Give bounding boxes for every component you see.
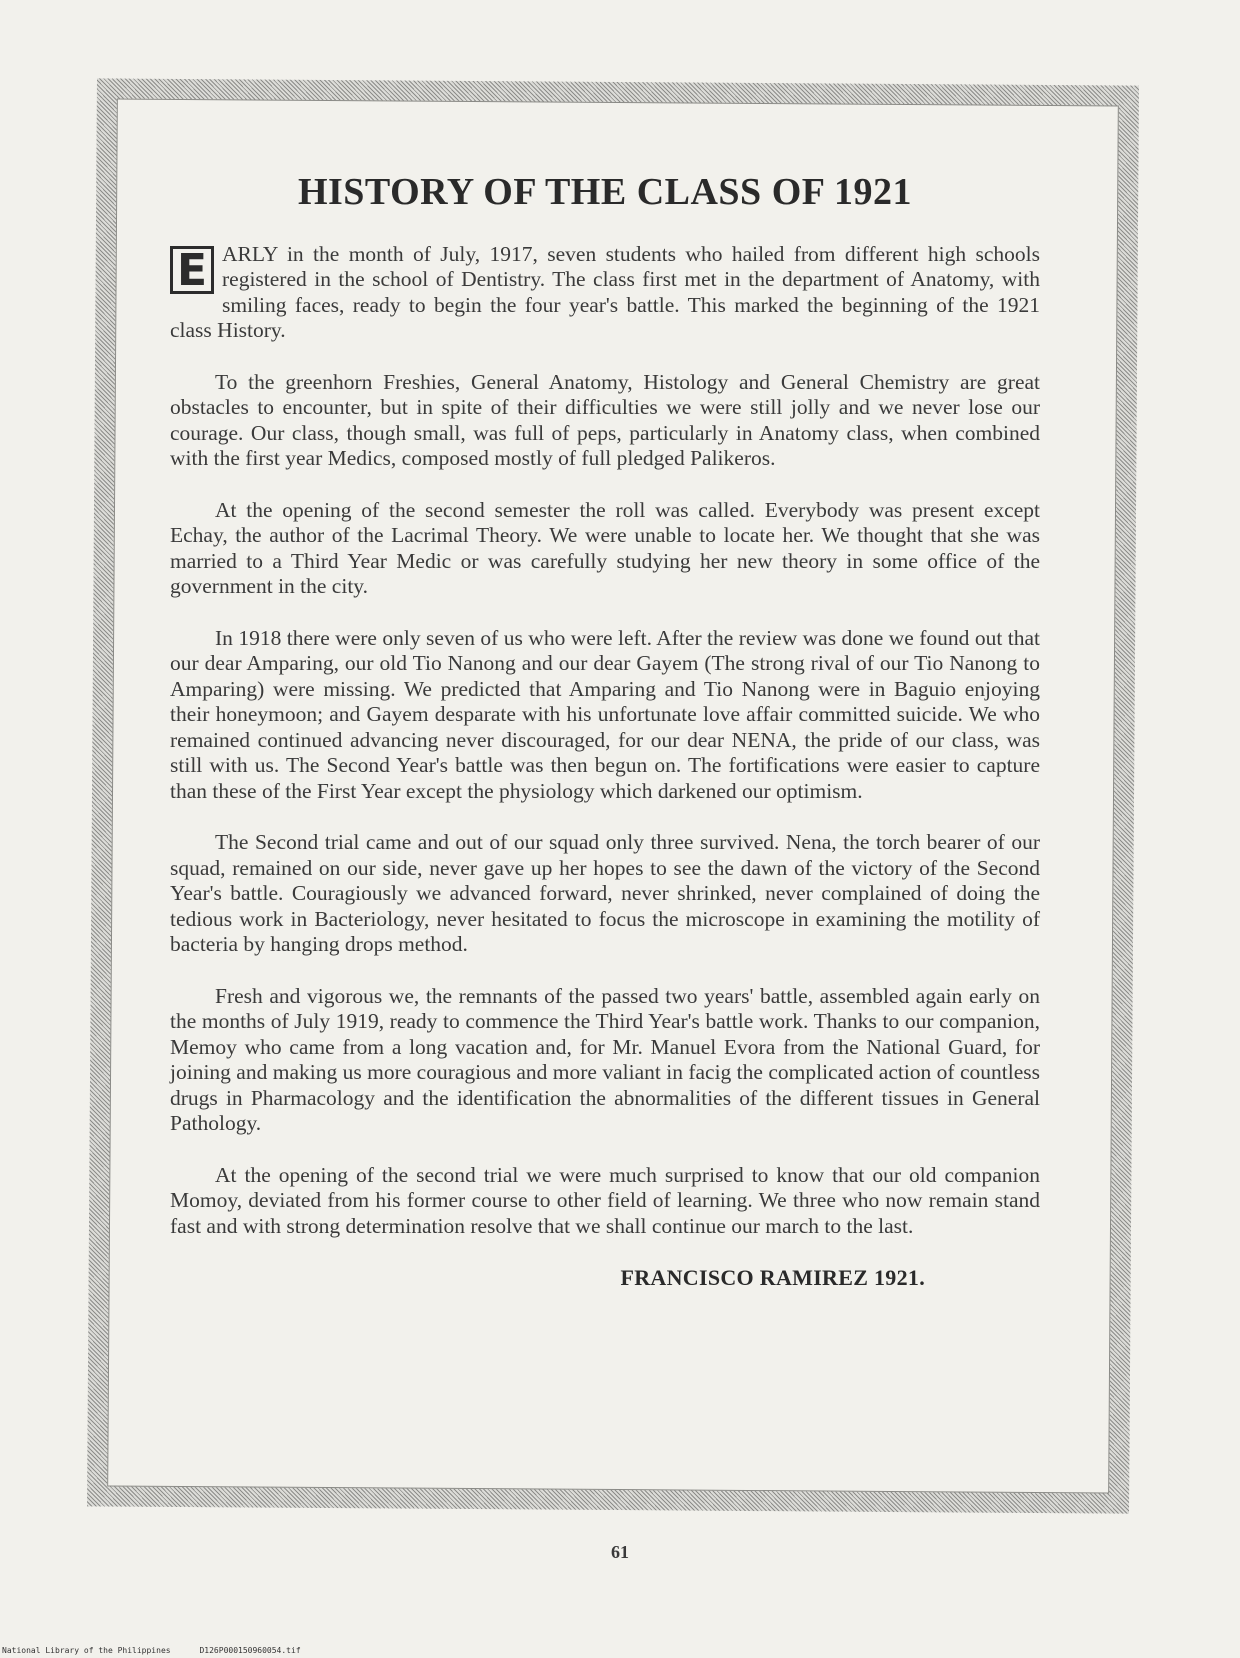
paragraph-4: In 1918 there were only seven of us who were left. After the review was done we found out that our dear Amparing, our old Tio Nanong and our dear Gayem (The strong rival of our Tio Nanong to Amparing) were missing. We predicted that Amparing and Tio Nanong were in Baguio enjoying their honeymoon; and Gayem desparate with his unfortunate love affair committed suicide. We who remained continued advancing never discouraged, for our dear NENA, the pride of our class, was still with us. The Second Year's battle was then begun on. The fortifications were easier to capture than these of the First Year except the physiology which darkened our optimism.: [170, 625, 1040, 803]
footer-file: D126P000150960054.tif: [199, 1646, 301, 1655]
paragraph-5: The Second trial came and out of our squad only three survived. Nena, the torch bearer of our squad, remained on our side, never gave up her hopes to see the dawn of the victory of the Second Year's battle. Couragiously we advanced forward, never shrinked, never complained of doing the tedious work in Bacteriology, never hesitated to focus the microscope in examining the motility of bacteria by hanging drops method.: [170, 830, 1040, 957]
drop-cap-box: [170, 246, 214, 294]
paragraph-6: Fresh and vigorous we, the remnants of the passed two years' battle, assembled again early on the months of July 1919, ready to commence the Third Year's battle work. Thanks to our companion, Memoy who came from a long vacation and, for Mr. Manuel Evora from the National Guard, for joining and making us more couragious and more valiant in facig the complicated action of countless drugs in Pharmacology and the identification the abnormalities of the different tissues in General Pathology.: [170, 983, 1040, 1136]
paragraph-3: At the opening of the second semester the roll was called. Everybody was present except Echay, the author of the Lacrimal Theory. We were unable to locate her. We thought that she was married to a Third Year Medic or was carefully studying her new theory in some office of the government in the city.: [170, 497, 1040, 599]
scan-footer: [2, 1646, 301, 1655]
article-body: [170, 170, 1040, 1291]
paragraph-2: To the greenhorn Freshies, General Anatomy, Histology and General Chemistry are great obstacles to encounter, but in spite of their difficulties we were still jolly and we never lose our courage. Our class, though small, was full of peps, particularly in Anatomy class, when combined with the first year Medics, composed mostly of full pledged Palikeros.: [170, 369, 1040, 471]
paragraph-7: At the opening of the second trial we were much surprised to know that our old companion Momoy, deviated from his former course to other field of learning. We three who now remain stand fast and with strong determination resolve that we shall continue our march to the last.: [170, 1162, 1040, 1238]
page-title: HISTORY OF THE CLASS OF 1921: [297, 171, 913, 213]
page-number: 61: [611, 1542, 629, 1562]
paragraph-1-text: ARLY in the month of July, 1917, seven students who hailed from different high schools registered in the school of Dentistry. The class first met in the department of Anatomy, with smiling faces, ready to begin the four year's battle. This marked the beginning of the 1921 class History.: [170, 241, 1040, 343]
paragraph-1: [170, 242, 1040, 344]
footer-library: National Library of the Philippines: [2, 1646, 171, 1655]
author-signature: FRANCISCO RAMIREZ 1921.: [620, 1265, 925, 1291]
drop-cap-letter: E: [176, 244, 208, 296]
